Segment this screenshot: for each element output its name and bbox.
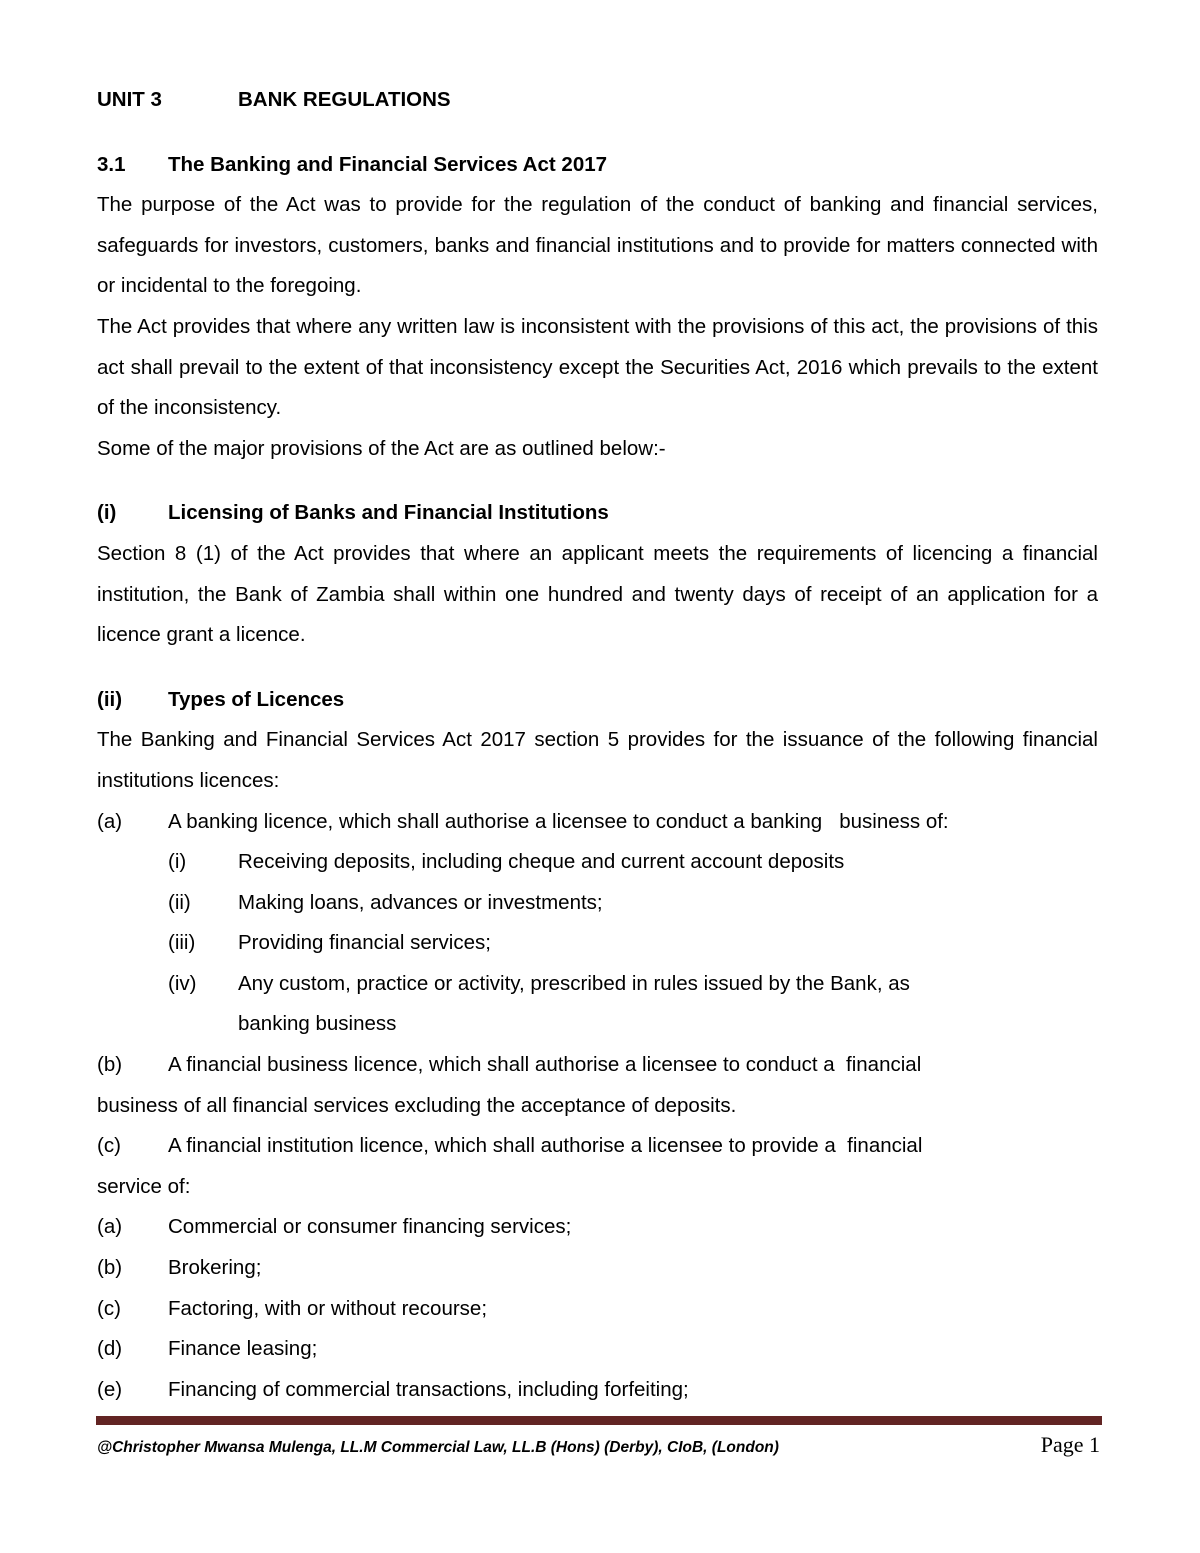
list-continuation: business of all financial services excluding the acceptance of deposits.	[97, 1093, 737, 1117]
list-item	[97, 1289, 1098, 1330]
list-text: Commercial or consumer financing services;	[168, 1215, 572, 1239]
list-item	[97, 1248, 1098, 1289]
subsection-heading	[97, 680, 1098, 721]
subsection-title: Types of Licences	[168, 687, 345, 711]
paragraph: The Banking and Financial Services Act 2017 section 5 provides for the issuance of the following financial institutions licences:	[97, 728, 1098, 792]
list-text: A banking licence, which shall authorise a licensee to conduct a banking business of:	[168, 809, 949, 833]
list-label: (a)	[97, 809, 123, 833]
sub-list-item	[97, 964, 1098, 1005]
list-text: Financing of commercial transactions, including forfeiting;	[168, 1377, 689, 1401]
list-label: (b)	[97, 1053, 123, 1077]
unit-number: UNIT 3	[97, 88, 162, 111]
list-item	[97, 802, 1098, 843]
footer	[97, 1432, 1100, 1458]
list-label: (e)	[97, 1377, 123, 1401]
paragraph: The Act provides that where any written law is inconsistent with the provisions of this act, the provisions of this act shall prevail to the extent of that inconsistency except the Securities Act, 2016 which prevails to the extent of the inconsistency.	[97, 314, 1098, 420]
sub-list-item	[97, 883, 1098, 924]
subsection-number: (ii)	[97, 687, 123, 711]
paragraph: Some of the major provisions of the Act are as outlined below:-	[97, 436, 666, 460]
list-text: Receiving deposits, including cheque and current account deposits	[238, 850, 845, 874]
subsection-number: (i)	[97, 501, 117, 525]
list-label: (b)	[97, 1256, 123, 1280]
list-label: (iv)	[168, 971, 197, 995]
document-body	[97, 80, 1098, 1410]
list-label: (a)	[97, 1215, 123, 1239]
list-text: Making loans, advances or investments;	[238, 890, 603, 914]
list-label: (ii)	[168, 890, 191, 914]
footer-rule	[96, 1416, 1102, 1425]
list-item	[97, 1207, 1098, 1248]
list-label: (c)	[97, 1134, 121, 1158]
list-text: Finance leasing;	[168, 1337, 318, 1361]
list-label: (c)	[97, 1296, 121, 1320]
list-item	[97, 1370, 1098, 1411]
spacer	[97, 656, 1098, 680]
section-title: The Banking and Financial Services Act 2017	[168, 152, 608, 176]
sub-list-item	[97, 923, 1098, 964]
page-number: Page 1	[1040, 1432, 1100, 1457]
list-text: A financial institution licence, which shall authorise a licensee to provide a financial	[168, 1134, 923, 1158]
sub-list-item	[97, 842, 1098, 883]
list-continuation: banking business	[238, 1012, 397, 1036]
list-text: A financial business licence, which shall authorise a licensee to conduct a financial	[168, 1053, 922, 1077]
list-continuation: service of:	[97, 1174, 191, 1198]
subsection-heading	[97, 493, 1098, 534]
subsection-title: Licensing of Banks and Financial Institutions	[168, 501, 609, 525]
list-text: Factoring, with or without recourse;	[168, 1296, 488, 1320]
unit-title: BANK REGULATIONS	[238, 88, 451, 111]
section-number: 3.1	[97, 152, 126, 176]
paragraph: The purpose of the Act was to provide for the regulation of the conduct of banking and financial services, safeguards for investors, customers, banks and financial institutions and to provide for matters connected with or incidental to the foregoing.	[97, 193, 1098, 298]
list-text: Providing financial services;	[238, 931, 491, 955]
list-item	[97, 1126, 1098, 1167]
unit-heading	[97, 80, 1098, 121]
spacer	[97, 121, 1098, 145]
list-item	[97, 1329, 1098, 1370]
paragraph: Section 8 (1) of the Act provides that where an applicant meets the requirements of licencing a financial institution, the Bank of Zambia shall within one hundred and twenty days of receipt of an application for a licence grant a licence.	[97, 541, 1098, 647]
footer-author: @Christopher Mwansa Mulenga, LL.M Commercial Law, LL.B (Hons) (Derby), CIoB, (London)	[97, 1439, 779, 1456]
list-text: Brokering;	[168, 1256, 262, 1280]
list-label: (i)	[168, 850, 187, 874]
list-label: (iii)	[168, 931, 196, 955]
list-text: Any custom, practice or activity, prescribed in rules issued by the Bank, as	[238, 971, 910, 995]
list-label: (d)	[97, 1337, 123, 1361]
spacer	[97, 469, 1098, 493]
section-heading	[97, 145, 1098, 186]
list-item	[97, 1045, 1098, 1086]
